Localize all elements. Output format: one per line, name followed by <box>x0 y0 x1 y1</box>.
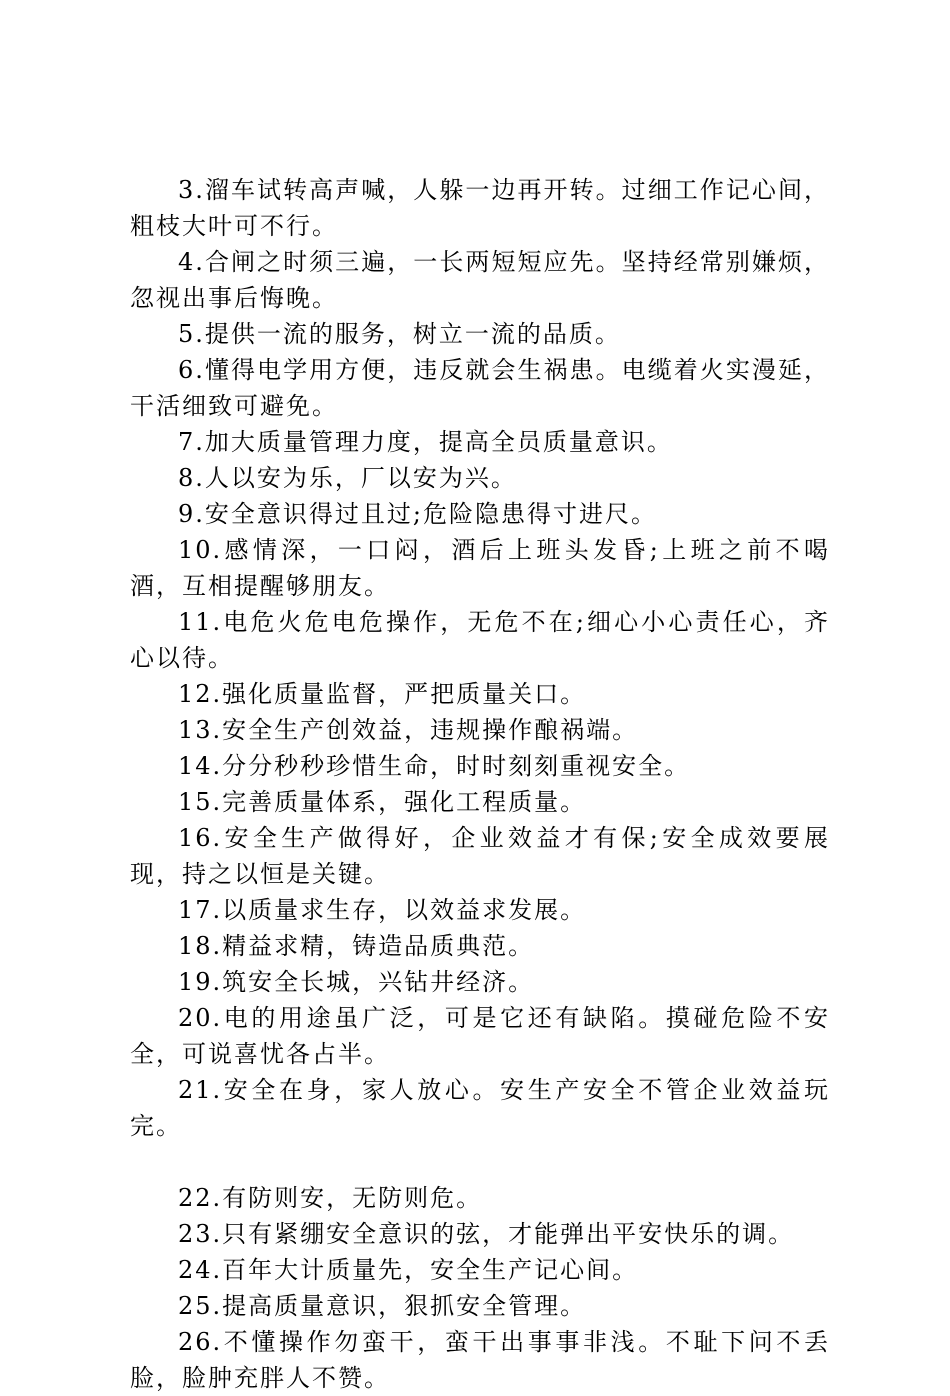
list-item: 11.电危火危电危操作，无危不在;细心小心责任心，齐心以待。 <box>130 608 830 672</box>
list-item: 4.合闸之时须三遍，一长两短短应先。坚持经常别嫌烦，忽视出事后悔晚。 <box>130 248 830 312</box>
list-item: 12.强化质量监督，严把质量关口。 <box>178 680 587 708</box>
list-item: 22.有防则安，无防则危。 <box>178 1184 483 1212</box>
list-item: 15.完善质量体系，强化工程质量。 <box>178 788 587 816</box>
list-item: 16.安全生产做得好，企业效益才有保;安全成效要展现，持之以恒是关键。 <box>130 824 830 888</box>
list-item: 17.以质量求生存，以效益求发展。 <box>178 896 587 924</box>
blank-line <box>130 1144 830 1180</box>
list-item: 23.只有紧绷安全意识的弦，才能弹出平安快乐的调。 <box>178 1220 795 1248</box>
list-item: 24.百年大计质量先，安全生产记心间。 <box>178 1256 639 1284</box>
list-item: 6.懂得电学用方便，违反就会生祸患。电缆着火实漫延，干活细致可避免。 <box>130 356 830 420</box>
list-item: 20.电的用途虽广泛，可是它还有缺陷。摸碰危险不安全，可说喜忧各占半。 <box>130 1004 830 1068</box>
list-item: 7.加大质量管理力度，提高全员质量意识。 <box>178 428 673 456</box>
list-item: 26.不懂操作勿蛮干，蛮干出事事非浅。不耻下问不丢脸，脸肿充胖人不赞。 <box>130 1328 830 1392</box>
list-item: 25.提高质量意识，狠抓安全管理。 <box>178 1292 587 1320</box>
list-item: 13.安全生产创效益，违规操作酿祸端。 <box>178 716 639 744</box>
list-item: 18.精益求精，铸造品质典范。 <box>178 932 535 960</box>
slogan-list <box>130 172 830 1396</box>
list-item: 19.筑安全长城，兴钻井经济。 <box>178 968 535 996</box>
list-item: 14.分分秒秒珍惜生命，时时刻刻重视安全。 <box>178 752 691 780</box>
list-item: 3.溜车试转高声喊，人躲一边再开转。过细工作记心间，粗枝大叶可不行。 <box>130 176 830 240</box>
list-item: 21.安全在身，家人放心。安生产安全不管企业效益玩完。 <box>130 1076 830 1140</box>
list-item: 10.感情深，一口闷，酒后上班头发昏;上班之前不喝酒，互相提醒够朋友。 <box>130 536 830 600</box>
list-item: 5.提供一流的服务，树立一流的品质。 <box>178 320 621 348</box>
list-item: 8.人以安为乐，厂以安为兴。 <box>178 464 517 492</box>
list-item: 9.安全意识得过且过;危险隐患得寸进尺。 <box>178 500 657 528</box>
